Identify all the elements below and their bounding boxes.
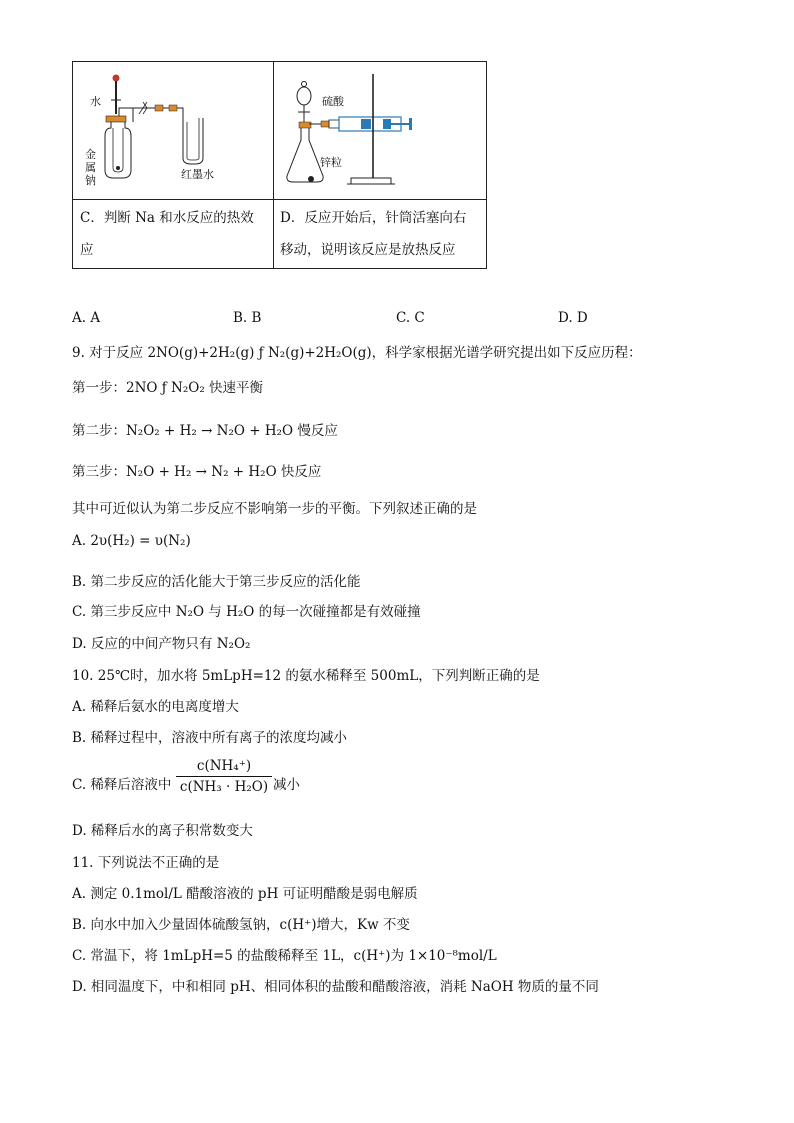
q10-stem: 10. 25℃时，加水将 5mLpH=12 的氨水稀释至 500mL，下列判断正确的是 (72, 668, 540, 684)
q11-option-c: C. 常温下，将 1mLpH=5 的盐酸稀释至 1L，c(H⁺)为 1×10⁻⁸mol/L (72, 948, 497, 964)
q9-option-b: B. 第二步反应的活化能大于第三步反应的活化能 (72, 574, 361, 590)
q10-option-c-suffix: 减小 (273, 777, 300, 793)
q8-option-b: B. B (233, 310, 262, 326)
q11-option-d: D. 相同温度下，中和相同 pH、相同体积的盐酸和醋酸溶液，消耗 NaOH 物质的量不同 (72, 979, 599, 995)
label-metal-sodium: 金属钠 (85, 148, 96, 187)
dropper-bulb (113, 75, 120, 82)
q10-option-c-prefix: C. 稀释后溶液中 (72, 777, 172, 793)
table-divider-horizontal (73, 199, 486, 200)
q9-stem: 9. 对于反应 2NO(g)+2H₂(g) ƒ N₂(g)+2H₂O(g)，科学家根据光谱学研究提出如下反应历程： (72, 345, 642, 361)
q11-option-b: B. 向水中加入少量固体硫酸氢钠，c(H⁺)增大，Kw 不变 (72, 917, 410, 933)
q10-option-c-fraction (176, 758, 272, 795)
diagram-c-sodium-water (73, 62, 273, 199)
cell-c-text-line1: C．判断 Na 和水反应的热效 (80, 210, 254, 226)
fraction-denominator: c(NH₃ · H₂O) (179, 779, 269, 795)
cell-c-text-line2: 应 (80, 242, 94, 258)
q11-option-a: A. 测定 0.1mol/L 醋酸溶液的 pH 可证明醋酸是弱电解质 (72, 886, 418, 902)
label-water: 水 (90, 95, 101, 108)
q10-option-d: D. 稀释后水的离子积常数变大 (72, 823, 253, 839)
q9-step2: 第二步：N₂O₂ + H₂ → N₂O + H₂O 慢反应 (72, 423, 338, 439)
apparatus-table (72, 61, 487, 269)
q9-option-d: D. 反应的中间产物只有 N₂O₂ (72, 636, 251, 652)
q9-option-a: A. 2υ(H₂) = υ(N₂) (72, 533, 191, 549)
q9-step1: 第一步：2NO ƒ N₂O₂ 快速平衡 (72, 380, 264, 396)
cell-d-text-line2: 移动，说明该反应是放热反应 (280, 242, 456, 258)
fraction-numerator: c(NH₄⁺) (176, 758, 272, 777)
q11-stem: 11. 下列说法不正确的是 (72, 855, 220, 871)
label-zinc-granules: 锌粒 (320, 156, 342, 169)
diagram-d-zinc-acid (273, 62, 488, 199)
q9-option-c: C. 第三步反应中 N₂O 与 H₂O 的每一次碰撞都是有效碰撞 (72, 604, 421, 620)
q8-option-d: D. D (558, 310, 588, 326)
cell-d-text-line1: D．反应开始后，针筒活塞向右 (280, 210, 467, 226)
q9-note: 其中可近似认为第二步反应不影响第一步的平衡。下列叙述正确的是 (72, 501, 477, 517)
q8-option-c: C. C (396, 310, 425, 326)
q9-step3: 第三步：N₂O + H₂ → N₂ + H₂O 快反应 (72, 464, 322, 480)
q10-option-a: A. 稀释后氨水的电离度增大 (72, 699, 239, 715)
label-red-ink: 红墨水 (181, 168, 214, 181)
q8-option-a: A. A (72, 310, 101, 326)
label-sulfuric-acid: 硫酸 (322, 95, 344, 108)
q10-option-b: B. 稀释过程中，溶液中所有离子的浓度均减小 (72, 730, 348, 746)
